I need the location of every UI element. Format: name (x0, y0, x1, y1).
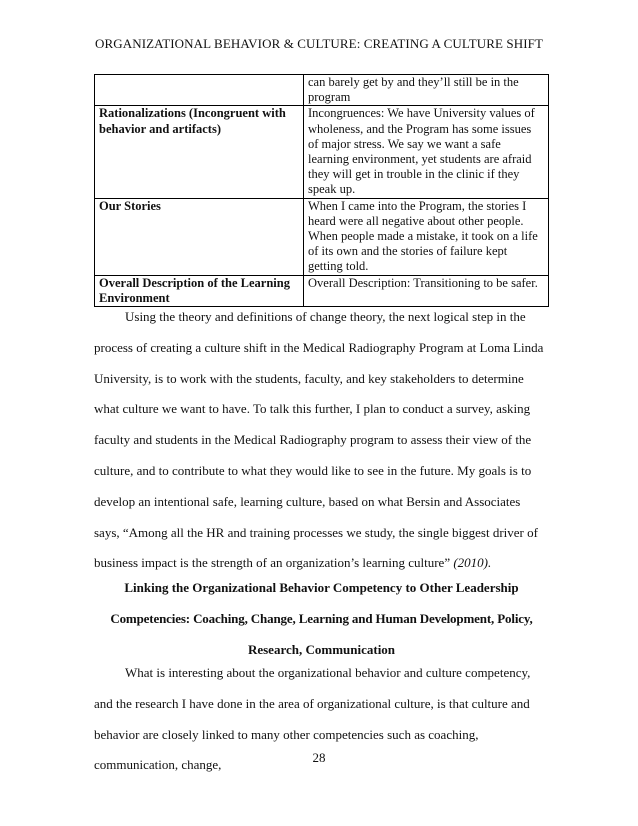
table-row (95, 106, 549, 198)
paragraph-text: Using the theory and definitions of change theory, the next logical step in the process of creating a culture shift in the Medical Radiography Program at Loma Linda University, is to work with the students, faculty, and key stakeholders to determine what culture we want to have. To talk this further, I plan to conduct a survey, asking faculty and students in the Medical Radiography program to assess their view of the culture, and to contribute to what they would like to see in the future. My goals is to develop an intentional safe, learning culture, based on what Bersin and Associates says, “Among all the HR and training processes we study, the single biggest driver of business impact is the strength of an organization’s learning culture” (94, 309, 544, 571)
table-row-value: Overall Description: Transitioning to be safer. (304, 275, 549, 306)
culture-assessment-table (94, 74, 549, 307)
table-row-label (95, 75, 304, 106)
body-text (94, 302, 549, 579)
section-heading (94, 573, 549, 665)
table-row (95, 75, 549, 106)
table-row-label: Our Stories (95, 198, 304, 275)
table-row-value: can barely get by and they’ll still be in the program (304, 75, 549, 106)
table-row (95, 198, 549, 275)
table-row-label: Overall Description of the Learning Environment (95, 275, 304, 306)
paragraph-change-theory (94, 302, 549, 579)
page-number: 28 (312, 750, 326, 765)
table-row-value: Incongruences: We have University values of wholeness, and the Program has some issues of major stress. We say we want a safe learning environment, yet students are afraid they will get in trouble in the clinic if they speak up. (304, 106, 549, 198)
table-row-value: When I came into the Program, the stories I heard were all negative about other people. When people made a mistake, it took on a life of its own and the stories of failure kept getting told. (304, 198, 549, 275)
section-heading-line: Linking the Organizational Behavior Competency to Other Leadership (124, 580, 519, 595)
running-header: ORGANIZATIONAL BEHAVIOR & CULTURE: CREATING A CULTURE SHIFT (94, 36, 544, 51)
paragraph-culture-competency: What is interesting about the organizational behavior and culture competency, and the research I have done in the area of organizational culture, is that culture and behavior are closely linked to many other competencies such as coaching, communication, change, (94, 665, 531, 773)
section-heading-line: Research, Communication (247, 641, 396, 657)
table-row-label: Rationalizations (Incongruent with behavior and artifacts) (95, 106, 304, 198)
citation-year: (2010). (453, 555, 492, 571)
section-heading-line: Competencies: Coaching, Change, Learning and Human Development, Policy, (110, 610, 533, 626)
